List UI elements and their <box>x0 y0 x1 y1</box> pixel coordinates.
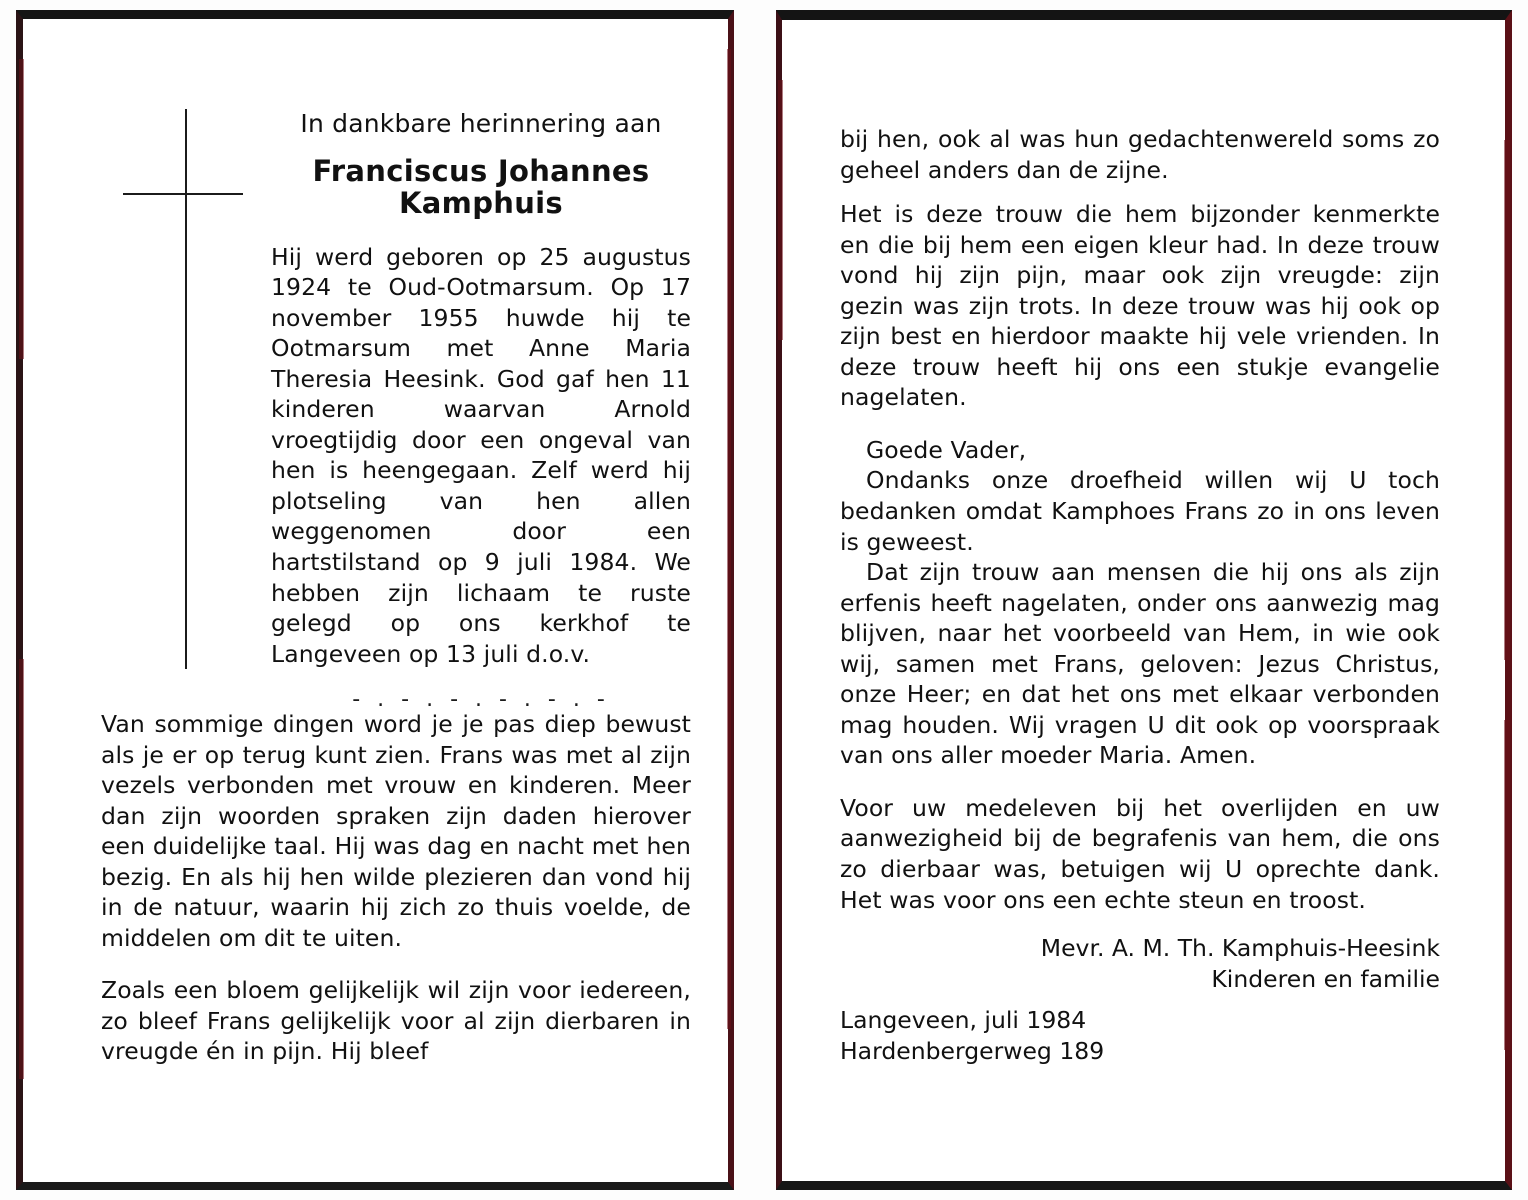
deceased-name-line-1: Franciscus Johannes <box>312 154 650 188</box>
prayer-salutation: Goede Vader, <box>866 435 1027 464</box>
signature-line-2: Kinderen en familie <box>1211 965 1440 994</box>
scan-edge-artifact <box>19 659 24 1079</box>
left-page-inner <box>23 19 728 1182</box>
scan-edge-artifact <box>778 80 783 340</box>
biography-paragraph: Hij werd geboren op 25 augustus 1924 te Oud-Ootmarsum. Op 17 november 1955 huwde hij te Ootmarsum met Anne Maria Theresia Heesink. God gaf hen 11 kinderen waarvan Arnold vroegtijdig door een ongeval van hen is heengegaan. Zelf werd hij plotseling van hen allen weggenomen door een hartstilstand op 9 juli 1984. We hebben zijn lichaam te ruste gelegd op ons kerkhof te Langeveen op 13 juli d.o.v. <box>271 242 691 668</box>
address-line-1: Langeveen, juli 1984 <box>840 1006 1087 1035</box>
scan-edge-artifact <box>19 59 24 359</box>
continuation-paragraph: bij hen, ook al was hun gedachtenwereld soms zo geheel anders dan de zijne. <box>840 125 1440 184</box>
right-page-inner <box>782 20 1505 1181</box>
left-lower-text-block <box>101 709 691 1067</box>
faithfulness-paragraph: Het is deze trouw die hem bijzonder kenmerkte en die bij hem een eigen kleur had. In deze trouw vond hij zijn pijn, maar ook zijn vreugde: zijn gezin was zijn trots. In deze trouw was hij ook op zijn best en hierdoor maakte hij vele vrienden. In deze trouw heeft hij ons een stukje evangelie nagelaten. <box>840 200 1440 412</box>
scan-edge-artifact <box>1504 140 1510 660</box>
address-line-2: Hardenbergerweg 189 <box>840 1037 1105 1066</box>
left-upper-text-block <box>271 109 691 725</box>
right-text-block <box>840 124 1440 1067</box>
thanks-paragraph: Voor uw medeleven bij het overlijden en uw aanwezigheid bij de begrafenis van hem, die ons zo dierbaar was, betuigen wij U oprechte dank. Het was voor ons een echte steun en troost. <box>840 793 1440 914</box>
memorial-card-right-page <box>776 10 1512 1190</box>
scan-edge-artifact <box>1504 720 1510 1050</box>
deceased-name-line-2: Kamphuis <box>399 186 563 221</box>
memorial-heading: In dankbare herinnering aan <box>300 109 662 138</box>
memorial-card-left-page <box>16 10 734 1190</box>
tribute-paragraph-1: Van sommige dingen word je je pas diep bewust als je er op terug kunt zien. Frans was met al zijn vezels verbonden met vrouw en kinderen. Meer dan zijn woorden spraken zijn daden hierover een duidelijke taal. Hij was dag en nacht met hen bezig. En als hij hen wilde plezieren dan vond hij in de natuur, waarin hij zich zo thuis voelde, de middelen om dit te uiten. <box>101 710 691 952</box>
tribute-paragraph-2: Zoals een bloem gelijkelijk wil zijn voor iedereen, zo bleef Frans gelijkelijk voor al zijn dierbaren in vreugde én in pijn. Hij bleef <box>101 976 691 1066</box>
cross-icon <box>123 109 243 669</box>
prayer-paragraph-1: Ondanks onze droefheid willen wij U toch bedanken omdat Kamphoes Frans zo in ons leven is geweest. <box>840 466 1440 556</box>
prayer-paragraph-2: Dat zijn trouw aan mensen die hij ons als zijn erfenis heeft nagelaten, onder ons aanwezig mag blijven, naar het voorbeeld van Hem, in wie ook wij, samen met Frans, geloven: Jezus Christus, onze Heer; en dat het ons met elkaar verbonden mag houden. Wij vragen U dit ook op voorspraak van ons aller moeder Maria. Amen. <box>840 558 1440 770</box>
signature-line-1: Mevr. A. M. Th. Kamphuis-Heesink <box>1040 934 1440 963</box>
section-divider: - . - . - . - . - . - <box>352 687 610 713</box>
cross-horizontal-bar <box>123 193 243 195</box>
scan-edge-artifact <box>727 49 731 1029</box>
